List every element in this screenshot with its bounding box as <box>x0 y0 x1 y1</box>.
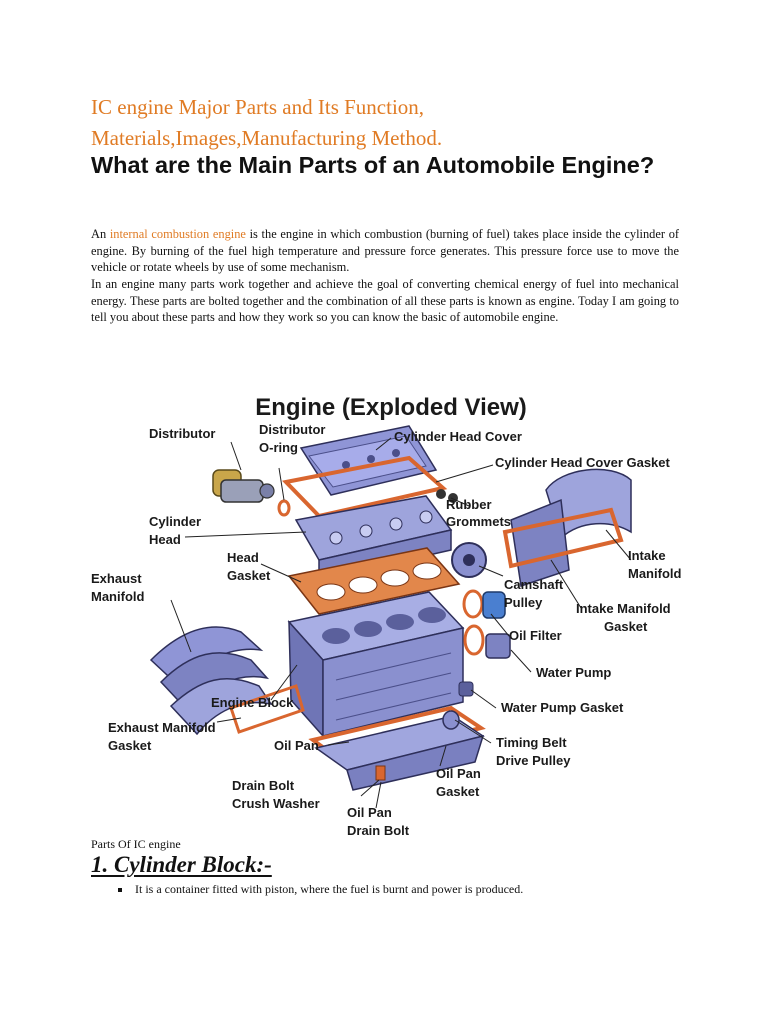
label-oil-pan-drain-bolt-line2: Drain Bolt <box>347 823 410 835</box>
article-title-line-2: Materials,Images,Manufacturing Method. <box>91 126 443 150</box>
label-camshaft-pulley-line2: Pulley <box>504 595 543 610</box>
label-drain-bolt-line1: Drain Bolt <box>232 778 295 793</box>
engine-block-part <box>289 592 463 736</box>
label-cylinder-head-line2: Head <box>149 532 181 547</box>
internal-combustion-engine-link[interactable]: internal combustion engine <box>109 227 246 241</box>
label-intake-manifold-gasket-line1: Intake Manifold <box>576 601 671 616</box>
label-exhaust-manifold-gasket-line2: Gasket <box>108 738 152 753</box>
bullet-square-icon <box>118 888 122 892</box>
label-distributor: Distributor <box>149 426 216 441</box>
label-oil-filter: Oil Filter <box>509 628 562 643</box>
intro-prefix: An <box>91 227 110 241</box>
label-intake-manifold-line1: Intake <box>628 548 666 563</box>
label-intake-manifold-line2: Manifold <box>628 566 682 581</box>
figure-title: Engine (Exploded View) <box>255 394 527 421</box>
label-head-gasket-line2: Gasket <box>227 568 271 583</box>
label-camshaft-pulley-line1: Camshaft <box>504 577 564 592</box>
label-oil-pan-drain-bolt-line1: Oil Pan <box>347 805 392 820</box>
exhaust-manifold-part <box>151 627 271 734</box>
distributor-part <box>213 470 289 515</box>
bullet-item <box>118 882 523 897</box>
label-cylinder-head-line1: Cylinder <box>149 514 202 529</box>
label-timing-belt-line2: Drive Pulley <box>496 753 571 768</box>
label-intake-manifold-gasket-line2: Gasket <box>604 619 648 634</box>
oil-filter-part <box>464 591 505 618</box>
article-title <box>91 92 691 154</box>
label-water-pump: Water Pump <box>536 665 612 680</box>
intro-rest: is the engine in which combustion (burning of fuel) takes place inside the cylinder of engine. By burning of the fuel high temperature and pressure force generates. This pressure force use to move the vehicle or rotate wheels by use of some mechanism. <box>91 227 680 274</box>
label-water-pump-gasket: Water Pump Gasket <box>501 700 624 715</box>
camshaft-pulley-part <box>452 543 486 577</box>
water-pump-part <box>465 626 510 658</box>
section-heading: What are the Main Parts of an Automobile Engine? <box>91 152 655 178</box>
label-cylinder-head-cover-gasket: Cylinder Head Cover Gasket <box>495 455 670 470</box>
label-drain-bolt-line2: Crush Washer <box>232 796 320 811</box>
water-pump-gasket-part <box>459 682 473 696</box>
label-oil-pan-gasket-line2: Gasket <box>436 784 480 799</box>
label-oil-pan-gasket-line1: Oil Pan <box>436 766 481 781</box>
intro-paragraph-1 <box>91 226 679 276</box>
section-title-cylinder-block: 1. Cylinder Block:- <box>91 852 272 877</box>
engine-diagram <box>91 370 691 835</box>
label-rubber-grommets-line2: Grommets <box>446 514 512 529</box>
label-distributor-oring-line2: O-ring <box>259 440 298 455</box>
label-oil-pan: Oil Pan <box>274 738 319 753</box>
label-exhaust-manifold-line2: Manifold <box>91 589 145 604</box>
label-engine-block: Engine Block <box>211 695 294 710</box>
label-rubber-grommets-line1: Rubber <box>446 497 492 512</box>
drain-bolt-part <box>376 766 385 780</box>
label-distributor-oring-line1: Distributor <box>259 422 326 437</box>
label-exhaust-manifold-gasket-line1: Exhaust Manifold <box>108 720 216 735</box>
engine-exploded-view-figure <box>91 370 691 835</box>
label-exhaust-manifold-line1: Exhaust <box>91 571 142 586</box>
intro-paragraph-2: In an engine many parts work together and achieve the goal of converting chemical energy of fuel into mechanical energy. These parts are bolted together and the combination of all these parts is known as engine. Today I am going to tell you about these parts and how they work so you can know the basic of automobile engine. <box>91 277 679 324</box>
label-head-gasket-line1: Head <box>227 550 259 565</box>
figure-caption: Parts Of IC engine <box>91 837 181 851</box>
label-timing-belt-line1: Timing Belt <box>496 735 567 750</box>
article-title-line-1: IC engine Major Parts and Its Function, <box>91 95 425 119</box>
rubber-grommet-icon <box>436 489 446 499</box>
bullet-text: It is a container fitted with piston, where the fuel is burnt and power is produced. <box>135 882 524 896</box>
intake-manifold-part <box>505 469 631 586</box>
label-cylinder-head-cover: Cylinder Head Cover <box>394 429 522 444</box>
timing-belt-drive-pulley-part <box>443 711 459 729</box>
